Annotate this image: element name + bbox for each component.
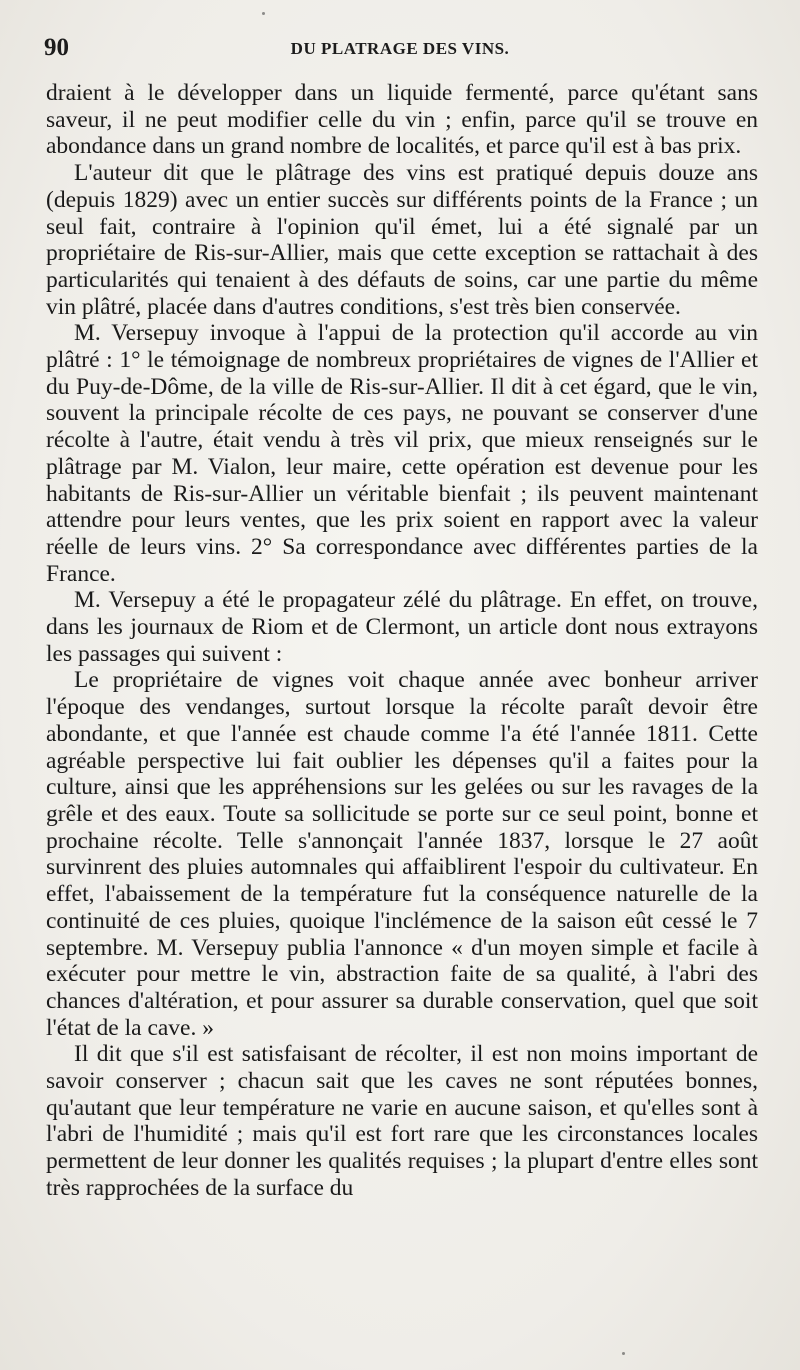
- running-title: DU PLATRAGE DES VINS.: [290, 39, 510, 58]
- paragraph-propagator: M. Versepuy a été le propagateur zélé du plâtrage. En effet, on trouve, dans les journaux de Riom et de Clermont, un article dont nous extrayons les passages qui suivent :: [46, 587, 758, 667]
- paragraph-versepuy-testimony: M. Versepuy invoque à l'appui de la protection qu'il accorde au vin plâtré : 1° le témoignage de nombreux propriétaires de vignes de l'Allier et du Puy-de-Dôme, de la ville de Ris-sur-Allier. Il dit à cet égard, que le vin, souvent la principale récolte de ces pays, ne pouvant se conserver d'une récolte à l'autre, était vendu à très vil prix, que mieux renseignés sur le plâtrage par M. Vialon, leur maire, cette opération est devenue pour les habitants de Ris-sur-Allier un véritable bienfait ; ils peuvent maintenant attendre pour leurs ventes, que les prix soient en rapport avec la valeur réelle de leurs vins. 2° Sa correspondance avec différentes parties de la France.: [46, 320, 758, 587]
- body-text: [46, 80, 758, 1202]
- paper-speck: [622, 1352, 625, 1355]
- paragraph-wine-cellars: Il dit que s'il est satisfaisant de récolter, il est non moins important de savoir conserver ; chacun sait que les caves ne sont réputées bonnes, qu'autant que leur température ne varie en aucune saison, et qu'elles sont à l'abri de l'humidité ; mais qu'il est fort rare que les circonstances locales permettent de leur donner les qualités requises ; la plupart d'entre elles sont très rapprochées de la surface du: [46, 1041, 758, 1201]
- paragraph-plastering-history: L'auteur dit que le plâtrage des vins est pratiqué depuis douze ans (depuis 1829) avec un entier succès sur différents points de la France ; un seul fait, contraire à l'opinion qu'il émet, lui a été signalé par un propriétaire de Ris-sur-Allier, mais que cette exception se rattachait à des particularités qui tenaient à des défauts de soins, car une partie du même vin plâtré, placée dans d'autres conditions, s'est très bien conservée.: [46, 160, 758, 320]
- paragraph-quoted-article: Le propriétaire de vignes voit chaque année avec bonheur arriver l'époque des vendanges, surtout lorsque la récolte paraît devoir être abondante, et que l'année est chaude comme l'a été l'année 1811. Cette agréable perspective lui fait oublier les dépenses qu'il a faites pour la culture, ainsi que les appréhensions sur les gelées ou sur les ravages de la grêle et des eaux. Toute sa sollicitude se porte sur ce seul point, bonne et prochaine récolte. Telle s'annonçait l'année 1837, lorsque le 27 août survinrent des pluies automnales qui affaiblirent l'espoir du cultivateur. En effet, l'abaissement de la température fut la conséquence naturelle de la continuité de ces pluies, quoique l'inclémence de la saison eût cessé le 7 septembre. M. Versepuy publia l'annonce « d'un moyen simple et facile à exécuter pour mettre le vin, abstraction faite de sa qualité, à l'abri des chances d'altération, et pour assurer sa durable conservation, quel que soit l'état de la cave. »: [46, 667, 758, 1041]
- paper-speck: [262, 12, 265, 15]
- page-header: [44, 34, 756, 66]
- page-number: 90: [44, 34, 69, 61]
- paragraph-continuation: draient à le développer dans un liquide fermenté, parce qu'étant sans saveur, il ne peut modifier celle du vin ; enfin, parce qu'il se trouve en abondance dans un grand nombre de localités, et parce qu'il est à bas prix.: [46, 80, 758, 160]
